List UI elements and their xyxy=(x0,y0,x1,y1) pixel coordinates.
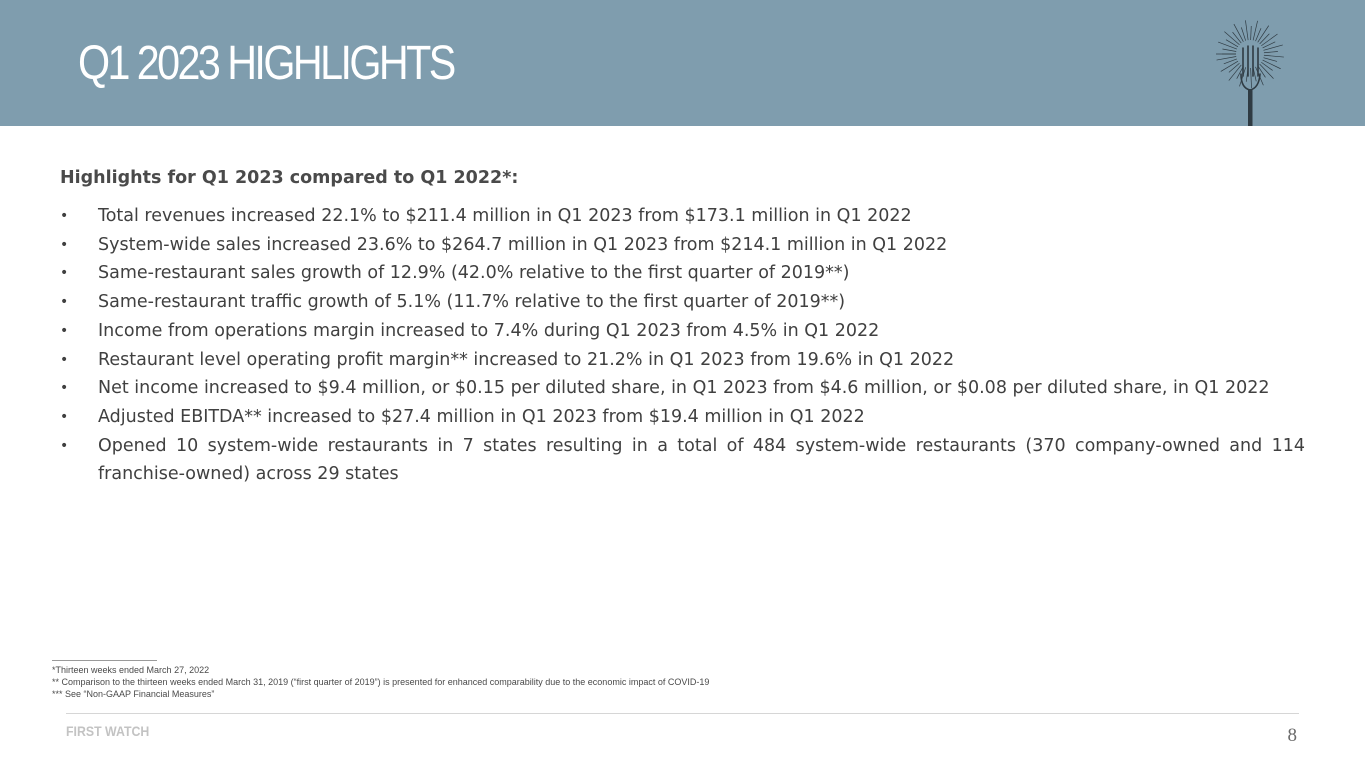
highlight-text: System-wide sales increased 23.6% to $264.7 million in Q1 2023 from $214.1 million in Q1 2022 xyxy=(98,234,948,255)
page-number: 8 xyxy=(1287,725,1297,746)
highlight-item xyxy=(60,374,1305,403)
footnote: *** See “Non-GAAP Financial Measures” xyxy=(52,689,215,699)
highlight-item xyxy=(60,432,1305,489)
slide-title: Q1 2023 HIGHLIGHTS xyxy=(78,37,454,90)
highlight-text: Restaurant level operating profit margin** increased to 21.2% in Q1 2023 from 19.6% in Q1 2022 xyxy=(98,349,955,370)
highlight-item xyxy=(60,202,1305,231)
bullet-dot-icon: • xyxy=(60,351,69,368)
bullet-dot-icon: • xyxy=(60,322,69,339)
highlight-item xyxy=(60,259,1305,288)
bullet-dot-icon: • xyxy=(60,380,69,397)
highlight-text: Same-restaurant sales growth of 12.9% (42.0% relative to the first quarter of 2019**) xyxy=(98,263,850,284)
bullet-dot-icon: • xyxy=(60,437,69,454)
highlight-item xyxy=(60,403,1305,432)
footnotes xyxy=(52,664,1052,700)
fork-sunburst-icon xyxy=(1210,18,1290,126)
highlights-content xyxy=(60,164,1305,489)
highlight-text: Income from operations margin increased to 7.4% during Q1 2023 from 4.5% in Q1 2022 xyxy=(98,320,880,341)
highlight-item xyxy=(60,288,1305,317)
highlight-item xyxy=(60,317,1305,346)
footnote: ** Comparison to the thirteen weeks ended March 31, 2019 (“first quarter of 2019”) is presented for enhanced comparability due to the economic impact of COVID-19 xyxy=(52,677,710,687)
footer-divider xyxy=(66,713,1299,714)
bullet-dot-icon: • xyxy=(60,408,69,425)
highlight-text: Opened 10 system-wide restaurants in 7 states resulting in a total of 484 system-wide restaurants (370 company-owned and 114 franchise-owned) across 29 states xyxy=(98,435,1305,485)
highlight-text: Total revenues increased 22.1% to $211.4 million in Q1 2023 from $173.1 million in Q1 2022 xyxy=(98,206,912,226)
bullet-dot-icon: • xyxy=(60,265,69,282)
highlight-text: Same-restaurant traffic growth of 5.1% (11.7% relative to the first quarter of 2019**) xyxy=(98,292,846,313)
footnote: *Thirteen weeks ended March 27, 2022 xyxy=(52,665,210,675)
highlight-text: Adjusted EBITDA** increased to $27.4 million in Q1 2023 from $19.4 million in Q1 2022 xyxy=(98,406,865,427)
highlights-list xyxy=(60,202,1305,489)
highlights-subheading: Highlights for Q1 2023 compared to Q1 2022*: xyxy=(60,168,519,188)
highlight-item xyxy=(60,231,1305,260)
highlight-text: Net income increased to $9.4 million, or $0.15 per diluted share, in Q1 2023 from $4.6 million, or $0.08 per diluted share, in Q1 2022 xyxy=(98,378,1270,399)
header-band xyxy=(0,0,1365,126)
bullet-dot-icon: • xyxy=(60,236,69,253)
highlight-item xyxy=(60,346,1305,375)
footnote-divider xyxy=(52,660,157,661)
bullet-dot-icon: • xyxy=(60,208,69,224)
brand-logo-text: FIRST WATCH xyxy=(66,723,150,739)
bullet-dot-icon: • xyxy=(60,294,69,311)
